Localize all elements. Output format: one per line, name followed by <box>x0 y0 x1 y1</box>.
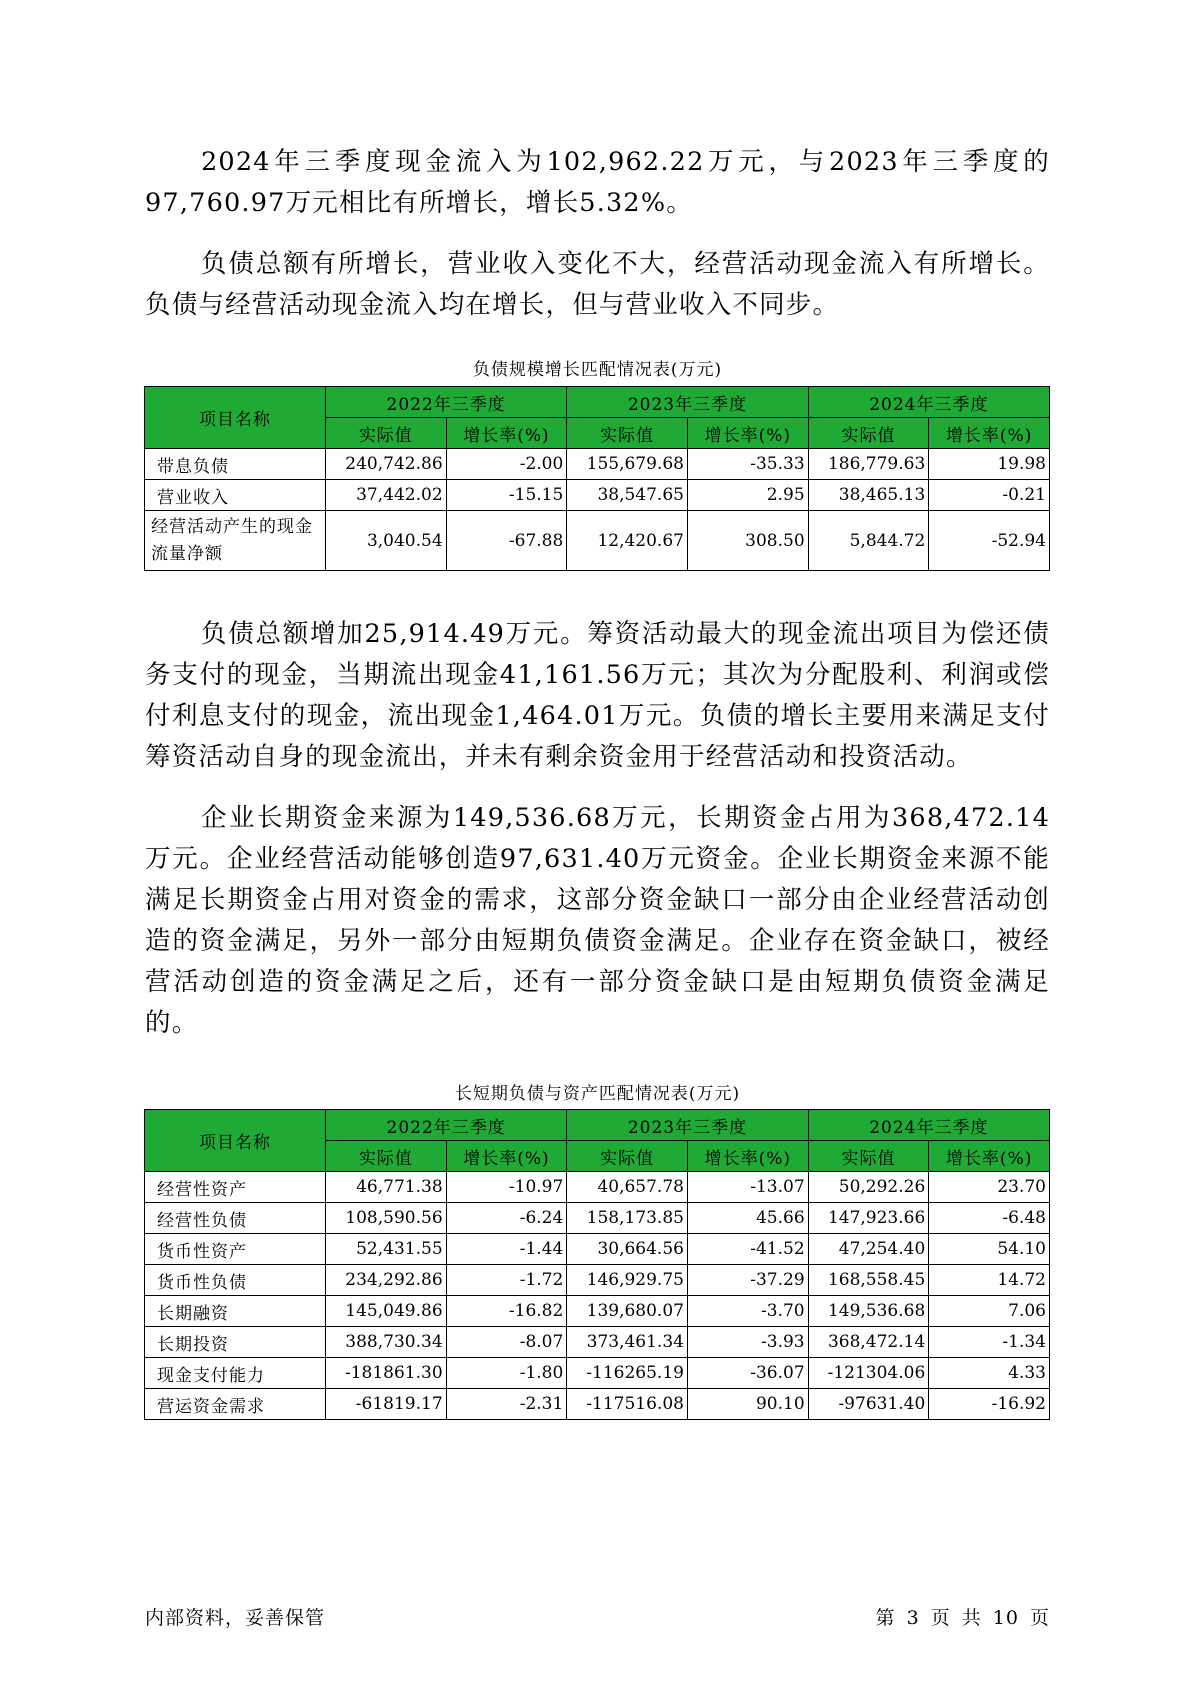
table-header-row <box>145 1110 1050 1141</box>
cell-growth-rate: -1.80 <box>446 1358 567 1389</box>
cell-growth-rate: -41.52 <box>687 1234 808 1265</box>
cell-growth-rate: -6.48 <box>929 1203 1050 1234</box>
cell-growth-rate: -3.70 <box>687 1296 808 1327</box>
paragraph-debt-total: 负债总额增加25,914.49万元。筹资活动最大的现金流出项目为偿还债务支付的现金，当期流出现金41,161.56万元；其次为分配股利、利润或偿付利息支付的现金，流出现金1,464.01万元。负债的增长主要用来满足支付筹资活动自身的现金流出，并未有剩余资金用于经营活动和投资活动。 <box>145 619 1050 772</box>
cell-growth-rate: -16.82 <box>446 1296 567 1327</box>
cell-actual-value: 37,442.02 <box>325 480 446 511</box>
cell-actual-value: 240,742.86 <box>325 449 446 480</box>
cell-growth-rate: 23.70 <box>929 1172 1050 1203</box>
header-actual: 实际值 <box>325 1141 446 1172</box>
cell-actual-value: -121304.06 <box>808 1358 929 1389</box>
row-item-name: 货币性负债 <box>145 1265 326 1296</box>
row-item-name: 经营活动产生的现金流量净额 <box>145 511 326 571</box>
cell-growth-rate: -0.21 <box>929 480 1050 511</box>
cell-growth-rate: 2.95 <box>687 480 808 511</box>
cell-growth-rate: 54.10 <box>929 1234 1050 1265</box>
debt-scale-table <box>144 386 1050 571</box>
table-row <box>145 1172 1050 1203</box>
cell-actual-value: 38,465.13 <box>808 480 929 511</box>
cell-actual-value: -61819.17 <box>325 1389 446 1420</box>
header-growth: 增长率(%) <box>687 418 808 449</box>
cell-actual-value: -116265.19 <box>567 1358 688 1389</box>
cell-growth-rate: 45.66 <box>687 1203 808 1234</box>
cell-actual-value: 30,664.56 <box>567 1234 688 1265</box>
table-row <box>145 1327 1050 1358</box>
cell-actual-value: 146,929.75 <box>567 1265 688 1296</box>
cell-growth-rate: -37.29 <box>687 1265 808 1296</box>
table-row <box>145 449 1050 480</box>
cell-actual-value: 145,049.86 <box>325 1296 446 1327</box>
debt-asset-matching-table <box>144 1109 1050 1420</box>
cell-actual-value: 373,461.34 <box>567 1327 688 1358</box>
row-item-name: 长期投资 <box>145 1327 326 1358</box>
cell-growth-rate: -35.33 <box>687 449 808 480</box>
header-growth: 增长率(%) <box>446 418 567 449</box>
cell-growth-rate: -1.44 <box>446 1234 567 1265</box>
row-item-name: 带息负债 <box>145 449 326 480</box>
table-header-row <box>145 387 1050 418</box>
cell-actual-value: 155,679.68 <box>567 449 688 480</box>
cell-growth-rate: -13.07 <box>687 1172 808 1203</box>
cell-actual-value: 52,431.55 <box>325 1234 446 1265</box>
cell-actual-value: 168,558.45 <box>808 1265 929 1296</box>
cell-growth-rate: 19.98 <box>929 449 1050 480</box>
table-row <box>145 1234 1050 1265</box>
table-row <box>145 1358 1050 1389</box>
cell-actual-value: -181861.30 <box>325 1358 446 1389</box>
paragraph-cash-inflow: 2024年三季度现金流入为102,962.22万元，与2023年三季度的97,760.97万元相比有所增长，增长5.32%。 <box>145 147 1050 218</box>
cell-growth-rate: -1.72 <box>446 1265 567 1296</box>
cell-growth-rate: -2.31 <box>446 1389 567 1420</box>
cell-growth-rate: -3.93 <box>687 1327 808 1358</box>
cell-actual-value: -117516.08 <box>567 1389 688 1420</box>
header-period-2024: 2024年三季度 <box>808 387 1049 418</box>
header-actual: 实际值 <box>567 1141 688 1172</box>
cell-actual-value: 38,547.65 <box>567 480 688 511</box>
cell-growth-rate: 14.72 <box>929 1265 1050 1296</box>
header-growth: 增长率(%) <box>929 1141 1050 1172</box>
table1-title: 负债规模增长匹配情况表(万元) <box>472 360 723 380</box>
row-item-name: 营业收入 <box>145 480 326 511</box>
cell-actual-value: 147,923.66 <box>808 1203 929 1234</box>
cell-actual-value: 139,680.07 <box>567 1296 688 1327</box>
cell-growth-rate: 4.33 <box>929 1358 1050 1389</box>
row-item-name: 长期融资 <box>145 1296 326 1327</box>
cell-actual-value: 149,536.68 <box>808 1296 929 1327</box>
header-item-name: 项目名称 <box>145 1110 326 1172</box>
cell-actual-value: 3,040.54 <box>325 511 446 571</box>
table-row <box>145 511 1050 571</box>
table-row <box>145 1265 1050 1296</box>
row-item-name: 现金支付能力 <box>145 1358 326 1389</box>
header-growth: 增长率(%) <box>446 1141 567 1172</box>
row-item-name: 营运资金需求 <box>145 1389 326 1420</box>
cell-actual-value: 158,173.85 <box>567 1203 688 1234</box>
cell-actual-value: 40,657.78 <box>567 1172 688 1203</box>
cell-growth-rate: -8.07 <box>446 1327 567 1358</box>
header-actual: 实际值 <box>567 418 688 449</box>
header-period-2023: 2023年三季度 <box>567 1110 808 1141</box>
cell-growth-rate: -67.88 <box>446 511 567 571</box>
cell-growth-rate: -1.34 <box>929 1327 1050 1358</box>
cell-growth-rate: -2.00 <box>446 449 567 480</box>
header-actual: 实际值 <box>325 418 446 449</box>
cell-growth-rate: -16.92 <box>929 1389 1050 1420</box>
header-period-2024: 2024年三季度 <box>808 1110 1049 1141</box>
table-row <box>145 1203 1050 1234</box>
paragraph-long-term-funds: 企业长期资金来源为149,536.68万元，长期资金占用为368,472.14万元。企业经营活动能够创造97,631.40万元资金。企业长期资金来源不能满足长期资金占用对资金的需求，这部分资金缺口一部分由企业经营活动创造的资金满足，另外一部分由短期负债资金满足。企业存在资金缺口，被经营活动创造的资金满足之后，还有一部分资金缺口是由短期负债资金满足的。 <box>145 803 1050 1038</box>
row-item-name: 经营性资产 <box>145 1172 326 1203</box>
footer-page-number: 第 3 页 共 10 页 <box>875 1607 1050 1629</box>
cell-growth-rate: 308.50 <box>687 511 808 571</box>
table-row <box>145 480 1050 511</box>
cell-growth-rate: -36.07 <box>687 1358 808 1389</box>
header-item-name: 项目名称 <box>145 387 326 449</box>
header-growth: 增长率(%) <box>929 418 1050 449</box>
cell-growth-rate: 90.10 <box>687 1389 808 1420</box>
row-item-name: 货币性资产 <box>145 1234 326 1265</box>
cell-growth-rate: -6.24 <box>446 1203 567 1234</box>
header-growth: 增长率(%) <box>687 1141 808 1172</box>
header-actual: 实际值 <box>808 418 929 449</box>
cell-actual-value: 12,420.67 <box>567 511 688 571</box>
cell-growth-rate: -15.15 <box>446 480 567 511</box>
cell-actual-value: 46,771.38 <box>325 1172 446 1203</box>
cell-growth-rate: 7.06 <box>929 1296 1050 1327</box>
cell-actual-value: 368,472.14 <box>808 1327 929 1358</box>
cell-actual-value: -97631.40 <box>808 1389 929 1420</box>
header-period-2022: 2022年三季度 <box>325 387 566 418</box>
cell-actual-value: 234,292.86 <box>325 1265 446 1296</box>
table-row <box>145 1296 1050 1327</box>
cell-actual-value: 5,844.72 <box>808 511 929 571</box>
header-period-2023: 2023年三季度 <box>567 387 808 418</box>
paragraph-debt-growth: 负债总额有所增长，营业收入变化不大，经营活动现金流入有所增长。负债与经营活动现金流入均在增长，但与营业收入不同步。 <box>145 249 1050 320</box>
cell-growth-rate: -52.94 <box>929 511 1050 571</box>
row-item-name: 经营性负债 <box>145 1203 326 1234</box>
table2-title: 长短期负债与资产匹配情况表(万元) <box>454 1084 741 1104</box>
cell-actual-value: 50,292.26 <box>808 1172 929 1203</box>
table-row <box>145 1389 1050 1420</box>
cell-growth-rate: -10.97 <box>446 1172 567 1203</box>
footer-confidential-note: 内部资料，妥善保管 <box>145 1607 326 1629</box>
header-period-2022: 2022年三季度 <box>325 1110 566 1141</box>
cell-actual-value: 47,254.40 <box>808 1234 929 1265</box>
header-actual: 实际值 <box>808 1141 929 1172</box>
cell-actual-value: 186,779.63 <box>808 449 929 480</box>
cell-actual-value: 388,730.34 <box>325 1327 446 1358</box>
cell-actual-value: 108,590.56 <box>325 1203 446 1234</box>
